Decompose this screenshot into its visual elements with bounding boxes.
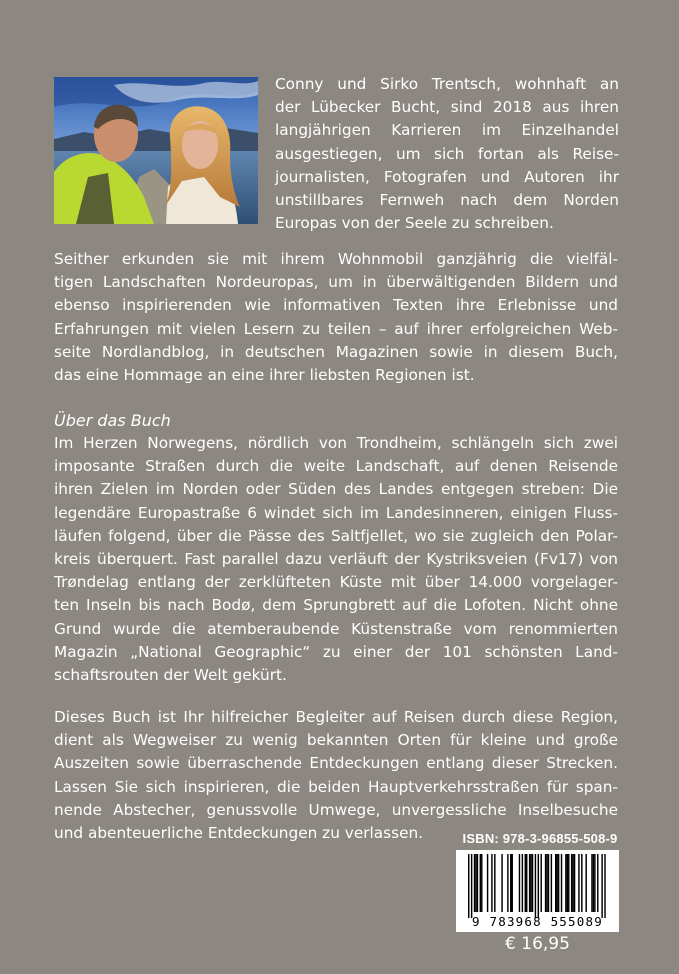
barcode-bar (568, 854, 569, 912)
barcode-bar (604, 854, 605, 918)
barcode-bar (535, 854, 536, 918)
barcode-bar (565, 854, 566, 912)
text-line: Lassen Sie sich inspirieren, die beiden Hauptverkehrsstraßen für span- (54, 777, 618, 796)
paragraph-guide (54, 706, 618, 845)
barcode-bar (530, 854, 531, 912)
isbn-label: ISBN: 978-3-96855-508-9 (462, 831, 618, 846)
text-line: tigen Landschaften Nordeuropas, um in überwältigenden Bildern und (54, 273, 618, 292)
text-line: Europas von der Seele zu schreiben. (275, 214, 554, 233)
barcode-bar (501, 854, 502, 912)
text-line: ten Inseln bis nach Bodø, dem Sprungbrett auf die Lofoten. Nicht ohne (54, 596, 618, 615)
text-line: langjährigen Karrieren im Einzelhandel (275, 121, 619, 140)
barcode-bar (471, 854, 472, 918)
barcode-bar (512, 854, 513, 912)
text-line: und abenteuerliche Entdeckungen zu verlassen. (54, 824, 424, 843)
barcode-bar (538, 854, 539, 918)
text-line: Grund wurde die atemberaubende Küstenstraße vom renommierten (54, 619, 618, 638)
barcode-bar (526, 854, 527, 912)
text-line: seite Nordlandblog, in deutschen Magazinen sowie in diesem Buch, (54, 342, 618, 361)
barcode-bar (567, 854, 568, 912)
text-line: ihren Zielen im Norden oder Süden des Landes entgegen streben: Die (54, 480, 618, 499)
barcode-bar (522, 854, 523, 912)
text-line: ebenso inspirierenden wie informativen Texten ihre Erlebnisse und (54, 296, 618, 315)
barcode-bar (558, 854, 559, 912)
text-line: nende Abstecher, genussvolle Umwege, unvergessliche Inselbesuche (54, 800, 618, 819)
barcode-bar (546, 854, 547, 912)
barcode-bar (581, 854, 582, 912)
text-line: schaftsrouten der Welt gekürt. (54, 666, 287, 685)
barcode-bar (597, 854, 598, 912)
barcode-bar (494, 854, 495, 912)
barcode-bar (529, 854, 530, 912)
barcode-digits: 9 783968 555089 (472, 914, 603, 929)
author-intro (275, 73, 619, 235)
text-line: Erfahrungen mit vielen Lesern zu teilen – auf ihrer erfolgreichen Web- (54, 319, 618, 338)
text-line: Conny und Sirko Trentsch, wohnhaft an (275, 75, 619, 93)
barcode (456, 850, 619, 932)
text-line: der Lübecker Bucht, sind 2018 aus ihren (275, 98, 619, 117)
barcode-bar (477, 854, 478, 912)
barcode-bar (487, 854, 488, 912)
price: € 16,95 (505, 934, 570, 954)
barcode-bar (555, 854, 556, 912)
text-line: dient als Wegweiser zu wenig bekannten Orten für kleine und große (54, 731, 618, 750)
barcode-bar (541, 854, 542, 912)
barcode-bar (578, 854, 579, 912)
text-line: ausgestiegen, um sich fortan als Reise- (275, 144, 619, 163)
text-line: Im Herzen Norwegens, nördlich von Trondheim, schlängeln sich zwei (54, 434, 618, 452)
about-heading: Über das Buch (54, 411, 171, 430)
text-line: kreis überquert. Fast parallel dazu verläuft der Kystriksveien (Fv17) von (54, 550, 618, 569)
barcode-bar (475, 854, 476, 912)
barcode-bar (585, 854, 586, 912)
barcode-bar (491, 854, 492, 912)
barcode-bar (480, 854, 481, 912)
barcode-bar (571, 854, 572, 912)
barcode-bar (556, 854, 557, 912)
paragraph-about (54, 432, 618, 687)
text-line: Trøndelag entlang der zerklüfteten Küste mit über 14.000 vorgelager- (54, 573, 618, 592)
barcode-bar (561, 854, 562, 912)
barcode-bar (507, 854, 508, 912)
barcode-bar (510, 854, 511, 912)
barcode-bar (481, 854, 482, 912)
barcode-bar (532, 854, 533, 912)
barcode-bar (601, 854, 602, 918)
barcode-bar (468, 854, 469, 918)
barcode-bar (591, 854, 592, 912)
barcode-bar (594, 854, 595, 912)
text-line: Magazin „National Geographic“ zu einer der 101 schönsten Land- (54, 642, 618, 661)
text-line: Auszeiten sowie überraschende Entdeckungen entlang dieser Strecken. (54, 754, 618, 773)
text-line: journalisten, Fotografen und Autoren ihr (275, 167, 619, 186)
text-line: unstillbares Fernweh nach dem Norden (275, 191, 619, 210)
text-line: Dieses Buch ist Ihr hilfreicher Begleiter auf Reisen durch diese Region, (54, 708, 618, 726)
paragraph-authors (54, 248, 618, 387)
barcode-bar (572, 854, 573, 912)
barcode-bar (593, 854, 594, 912)
barcode-bar (545, 854, 546, 912)
barcode-bar (574, 854, 575, 912)
text-line: legendäre Europastraße 6 windet sich im Landesinneren, einigen Fluss- (54, 503, 618, 522)
barcode-bar (548, 854, 549, 912)
barcode-bar (474, 854, 475, 912)
text-line: Seither erkunden sie mit ihrem Wohnmobil ganzjährig die vielfäl- (54, 250, 618, 268)
text-line: läufen folgend, über die Pässe des Saltfjellet, wo sie zugleich den Polar- (54, 526, 618, 545)
barcode-bar (551, 854, 552, 912)
barcode-bar (519, 854, 520, 912)
barcode-bar (525, 854, 526, 912)
text-line: das eine Hommage an eine ihrer liebsten Regionen ist. (54, 366, 475, 385)
text-line: imposante Straßen durch die weite Landschaft, auf denen Reisende (54, 457, 618, 476)
author-photo (54, 77, 258, 224)
